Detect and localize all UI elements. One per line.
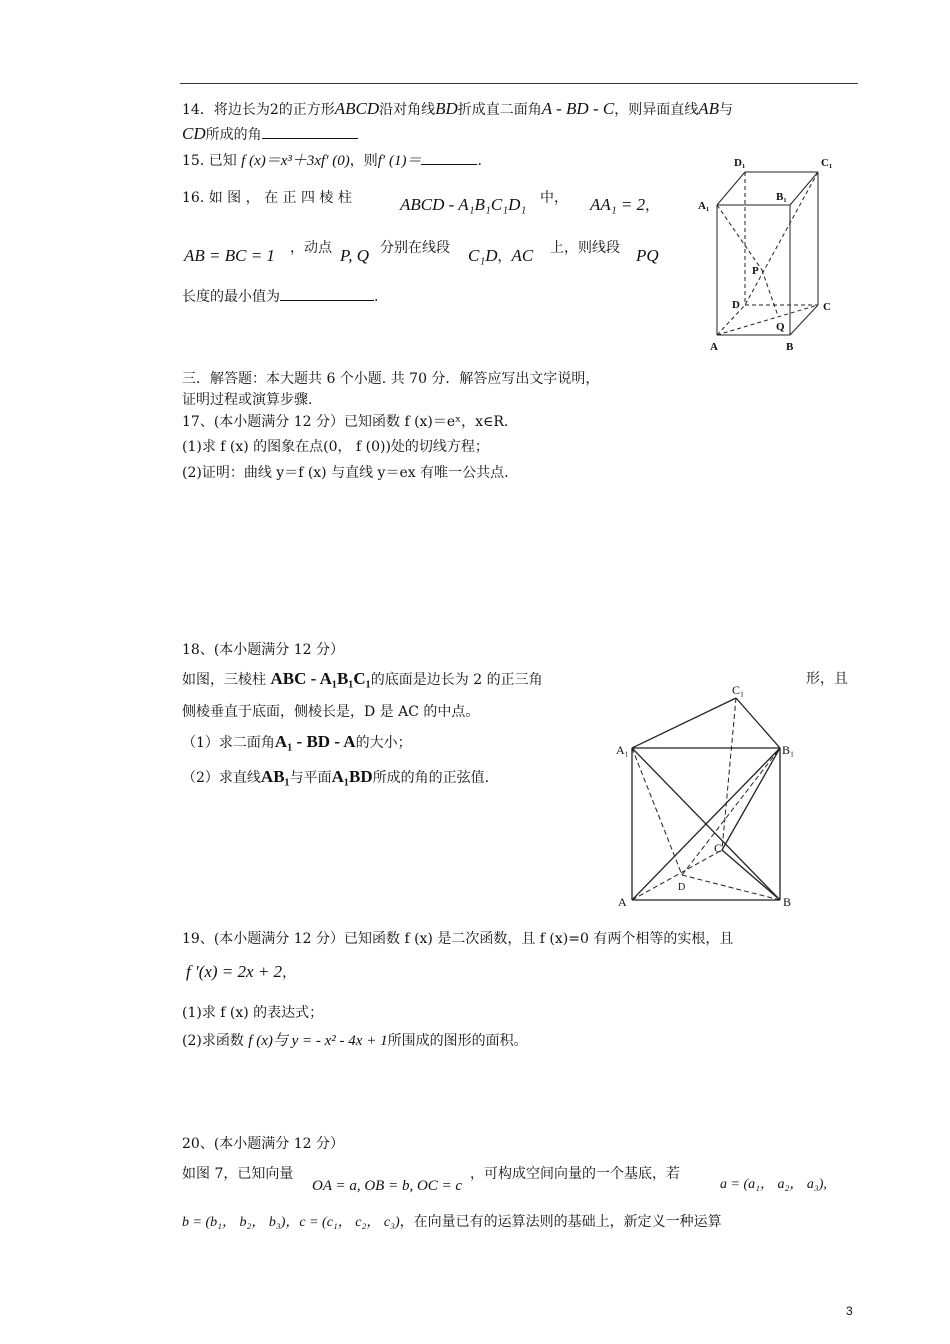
label-q: Q <box>776 321 785 333</box>
q16-text: ，动点 <box>290 240 332 256</box>
q16-text: 上，则线段 <box>550 240 620 256</box>
q18-text: 如图，三棱柱 <box>182 672 266 688</box>
q18-text: 的底面是边长为 2 的正三角 <box>370 672 543 688</box>
q15-ask: f′ (1)＝ <box>377 153 422 169</box>
header-rule <box>180 83 858 84</box>
q18-prism-label: ABC - A₁B₁C₁ <box>270 669 371 688</box>
q16-text: . <box>374 289 379 305</box>
q18-p2-math1: AB₁ <box>260 767 290 786</box>
q16-seg2: AC <box>511 246 534 265</box>
q16-text: ， <box>645 198 660 214</box>
label-a1: A₁ <box>698 200 710 212</box>
q16-line2b <box>290 238 332 258</box>
edge-cb <box>722 850 780 900</box>
q14-answer-blank <box>262 124 358 139</box>
q16-text: 16. 如 图 ， 在 正 四 棱 柱 <box>182 190 352 206</box>
q19-text: (2)求函数 <box>182 1033 244 1049</box>
q19-text: 所围成的图形的面积。 <box>387 1033 528 1049</box>
q16-line2c <box>380 238 450 258</box>
q20-text: ，可构成空间向量的一个基底，若 <box>470 1166 680 1182</box>
section3-line2 <box>182 390 312 410</box>
q20-adef <box>720 1174 827 1195</box>
q15-text: ，则 <box>349 153 378 169</box>
q19-p2-math: f (x)与 y = - x² - 4x + 1 <box>248 1033 388 1049</box>
edge-b1c1 <box>790 172 818 205</box>
label-b: B <box>783 895 792 909</box>
q18-text: 所成的角的正弦值. <box>372 770 490 786</box>
q18-p1-math: A₁ - BD - A <box>274 732 356 751</box>
label-d1: D₁ <box>734 157 746 169</box>
q17-text: 17、(本小题满分 12 分）已知函数 f (x)＝eˣ，x∈R. <box>182 414 509 430</box>
q14-line2 <box>182 124 358 145</box>
label-c1: C₁ <box>732 683 745 697</box>
section3-line1 <box>182 369 599 389</box>
q19-p1 <box>182 1003 323 1023</box>
seg-db1 <box>682 748 780 875</box>
label-b1: B₁ <box>782 743 795 757</box>
q14-text: 沿对角线 <box>379 102 436 118</box>
label-b: B <box>786 341 794 353</box>
q16-cond <box>590 195 659 216</box>
seg-a1d <box>632 748 682 875</box>
q16-line2 <box>184 246 275 267</box>
q16-seg1: C₁D <box>468 246 498 265</box>
q15-answer-blank <box>421 150 477 165</box>
q20-vecs-math: OA = a, OB = b, OC = c <box>312 1178 463 1194</box>
label-c1: C₁ <box>821 157 833 169</box>
label-d: D <box>678 882 686 893</box>
q16-pq2-label: PQ <box>636 246 659 265</box>
q20-text: 20、(本小题满分 12 分） <box>182 1136 344 1152</box>
q20-head <box>182 1134 344 1154</box>
q16-line3 <box>182 286 378 307</box>
q18-p2 <box>182 767 489 788</box>
q17-text: (1)求 f (x) 的图象在点(0， f (0))处的切线方程； <box>182 439 489 455</box>
q16-line1 <box>182 188 352 208</box>
q19-text: 19、(本小题满分 12 分）已知函数 f (x) 是二次函数，且 f (x)=0 有两个相等的实根，且 <box>182 931 734 947</box>
q14-ab: AB <box>698 99 719 118</box>
q14-text: 所成的角 <box>205 127 262 143</box>
edge-c1b1 <box>736 698 780 748</box>
q18-text: 的大小； <box>355 735 412 751</box>
q18-line1-end <box>806 669 848 689</box>
q18-p2-math2: A₁BD <box>331 767 373 786</box>
q18-text: 与平面 <box>289 770 332 786</box>
q19-deriv-math: f ′(x) = 2x + 2 <box>186 962 283 981</box>
q20-bdef-math: b = (b₁， b₂， b₃)，c = (c₁， c₂， c₃) <box>182 1215 400 1230</box>
label-a: A <box>618 895 627 909</box>
q16-pq2 <box>636 246 659 267</box>
q16-line2d <box>550 238 620 258</box>
q18-p1 <box>182 732 412 753</box>
q15-text: 15. 已知 <box>182 153 237 169</box>
q16-segs <box>468 246 533 267</box>
q15-line <box>182 150 482 171</box>
q14-dihedral: A - BD - C <box>541 99 615 118</box>
page-number: 3 <box>846 1304 853 1318</box>
q17-text: (2)证明：曲线 y＝f (x) 与直线 y＝ex 有唯一公共点. <box>182 465 509 481</box>
q14-square: ABCD <box>334 99 380 118</box>
q18-prism-figure <box>612 680 802 910</box>
label-p: P <box>752 265 759 277</box>
q20-adef-math: a = (a₁， a₂， a₃), <box>720 1177 827 1192</box>
q20-text: 如图 7，已知向量 <box>182 1166 294 1182</box>
q15-text: . <box>477 153 482 169</box>
q18-head <box>182 640 344 660</box>
label-d: D <box>732 299 740 311</box>
q18-line2 <box>182 702 479 722</box>
edge-ac <box>632 850 722 900</box>
q19-p2 <box>182 1031 528 1051</box>
q16-text: 中， <box>540 190 568 206</box>
q16-cond2: AB = BC = 1 <box>184 246 275 265</box>
q19-deriv <box>186 962 296 983</box>
q17-p2 <box>182 463 509 483</box>
q20-line2 <box>182 1212 722 1233</box>
q14-cd: CD <box>182 124 206 143</box>
q16-prism-label: ABCD - A₁B₁C₁D₁ <box>400 195 527 214</box>
q20-line1b <box>470 1164 680 1184</box>
q16-prism-figure <box>690 150 860 360</box>
q19-line1 <box>182 929 733 949</box>
q16-prism <box>400 195 526 216</box>
q18-line1 <box>182 669 543 690</box>
label-a: A <box>710 341 718 353</box>
label-a1: A₁ <box>616 743 629 757</box>
label-c: C <box>714 841 723 855</box>
q19-text: (1)求 f (x) 的表达式； <box>182 1005 324 1021</box>
q16-cond-label: AA₁ = 2 <box>590 195 646 214</box>
q18-text: 侧棱垂直于底面，侧棱长是，D 是 AC 的中点。 <box>182 704 480 720</box>
q14-diag: BD <box>435 99 458 118</box>
q16-text: ， <box>497 249 512 265</box>
q19-text: ， <box>282 965 297 981</box>
q17-head <box>182 412 508 432</box>
q16-pq-label: P, Q <box>340 246 369 265</box>
label-b1: B₁ <box>776 191 787 203</box>
q14-text: ，则异面直线 <box>614 102 699 118</box>
q14-text: 14．将边长为2的正方形 <box>182 102 335 118</box>
q16-answer-blank <box>280 286 374 301</box>
q20-vecs <box>312 1176 462 1196</box>
q18-text: 形，且 <box>806 671 848 687</box>
q18-text: （1）求二面角 <box>182 735 275 751</box>
section3-text: 证明过程或演算步骤. <box>182 392 313 408</box>
q14-text: 折成直二面角 <box>457 102 542 118</box>
q20-text: ，在向量已有的运算法则的基础上，新定义一种运算 <box>399 1214 722 1230</box>
edge-cc1 <box>722 698 736 850</box>
seg-pq <box>762 270 778 316</box>
edge-a1d1 <box>717 172 745 205</box>
seg-a1p <box>717 205 762 270</box>
q14-line1 <box>182 99 733 120</box>
label-c: C <box>823 301 831 313</box>
section3-text: 三．解答题：本大题共 6 个小题. 共 70 分．解答应写出文字说明， <box>182 371 600 387</box>
q20-line1a <box>182 1164 293 1184</box>
q17-p1 <box>182 437 489 457</box>
q18-text: 18、(本小题满分 12 分） <box>182 642 344 658</box>
q15-formula: f (x)＝x³＋3xf′ (0) <box>241 153 350 169</box>
q16-mid <box>540 188 568 208</box>
edge-a1c1 <box>632 698 736 748</box>
q18-text: （2）求直线 <box>182 770 261 786</box>
q14-text: 与 <box>718 102 733 118</box>
edge-bc <box>790 305 818 335</box>
q16-pq <box>340 246 369 267</box>
q16-text: 分别在线段 <box>380 240 450 256</box>
q16-text: 长度的最小值为 <box>182 289 280 305</box>
